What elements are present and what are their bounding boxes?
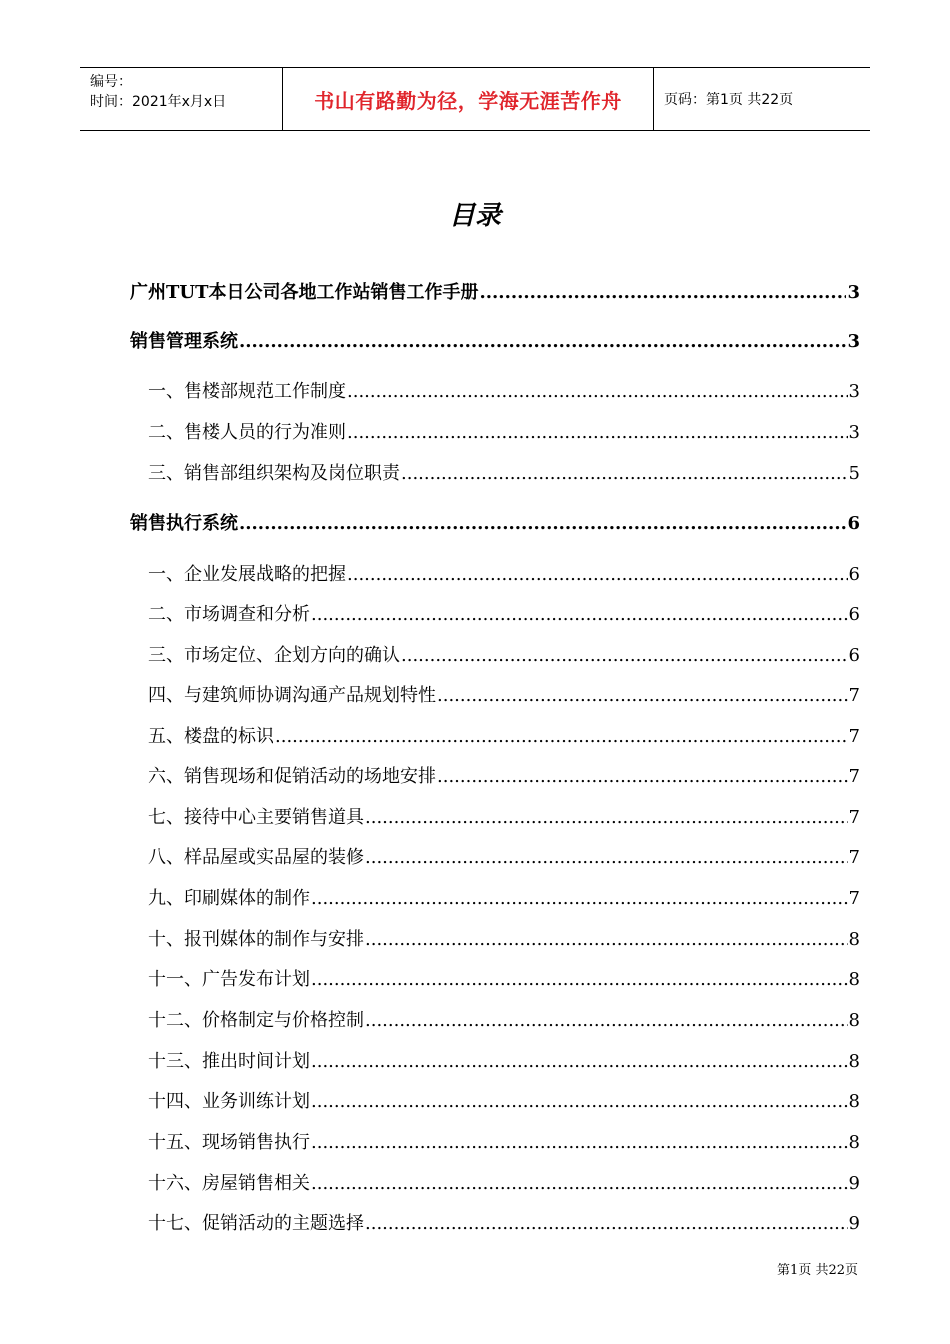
toc-entry-title: 五、楼盘的标识 [148, 726, 274, 747]
toc-entry[interactable] [130, 459, 860, 485]
toc-leader-dots [311, 1132, 848, 1153]
toc-entry-title: 广州TUT本日公司各地工作站销售工作手册 [130, 282, 479, 303]
toc-entry-page: 3 [847, 282, 860, 303]
toc-entry[interactable] [130, 925, 860, 951]
footer-page-info: 第1页 共22页 [777, 1263, 858, 1278]
toc-leader-dots [347, 564, 848, 585]
toc-leader-dots [311, 604, 848, 625]
toc-entry-title: 三、市场定位、企划方向的确认 [148, 645, 400, 666]
toc-entry[interactable] [130, 418, 860, 444]
toc-entry-page: 7 [848, 726, 860, 747]
toc-entry-page: 7 [848, 685, 860, 706]
toc-entry-title: 十七、促销活动的主题选择 [148, 1213, 364, 1234]
toc-leader-dots [365, 847, 848, 868]
page-header [80, 67, 870, 131]
toc-entry-page: 5 [848, 463, 860, 484]
toc-entry-title: 销售执行系统 [130, 513, 238, 534]
toc-entry[interactable] [130, 278, 860, 304]
toc-entry[interactable] [130, 560, 860, 586]
toc-entry[interactable] [130, 1169, 860, 1195]
toc-entry-title: 二、市场调查和分析 [148, 604, 310, 625]
toc-entry[interactable] [130, 965, 860, 991]
toc-leader-dots [311, 888, 848, 909]
toc-entry[interactable] [130, 1209, 860, 1235]
toc-entry[interactable] [130, 1128, 860, 1154]
toc-entry-title: 四、与建筑师协调沟通产品规划特性 [148, 685, 436, 706]
toc-entry-page: 7 [848, 847, 860, 868]
toc-entry-title: 二、售楼人员的行为准则 [148, 422, 346, 443]
toc-entry[interactable] [130, 722, 860, 748]
toc-entry-title: 九、印刷媒体的制作 [148, 888, 310, 909]
toc-entry-page: 9 [848, 1213, 860, 1234]
number-label: 编号： [90, 74, 132, 90]
toc-leader-dots [365, 1010, 848, 1031]
toc-entry[interactable] [130, 1087, 860, 1113]
toc-entry-page: 8 [848, 929, 860, 950]
toc-entry-title: 一、企业发展战略的把握 [148, 564, 346, 585]
toc-entry-title: 十二、价格制定与价格控制 [148, 1010, 364, 1031]
toc-entry[interactable] [130, 509, 860, 535]
toc-entry-page: 8 [848, 1132, 860, 1153]
toc-leader-dots [311, 969, 848, 990]
toc-leader-dots [437, 766, 848, 787]
toc-entry-page: 8 [848, 1010, 860, 1031]
toc-entry[interactable] [130, 377, 860, 403]
toc-entry-page: 8 [848, 1051, 860, 1072]
toc-entry-title: 十三、推出时间计划 [148, 1051, 310, 1072]
toc-title: 目录 [448, 201, 501, 231]
toc-entry-page: 6 [848, 604, 860, 625]
toc-entry-page: 6 [848, 564, 860, 585]
toc-leader-dots [365, 1213, 848, 1234]
toc-entry-page: 8 [848, 1091, 860, 1112]
toc-leader-dots [275, 726, 848, 747]
header-meta [80, 68, 282, 130]
toc-entry-page: 3 [848, 422, 860, 443]
toc-leader-dots [239, 331, 846, 352]
toc-entry[interactable] [130, 762, 860, 788]
toc-entry-title: 销售管理系统 [130, 331, 238, 352]
toc-leader-dots [347, 381, 848, 402]
toc-entry-title: 六、销售现场和促销活动的场地安排 [148, 766, 436, 787]
toc-entry-page: 8 [848, 969, 860, 990]
toc-entry-title: 十、报刊媒体的制作与安排 [148, 929, 364, 950]
toc-entry-title: 十六、房屋销售相关 [148, 1173, 310, 1194]
toc-entry-title: 十四、业务训练计划 [148, 1091, 310, 1112]
toc-entry[interactable] [130, 884, 860, 910]
toc-entry-page: 7 [848, 766, 860, 787]
toc-leader-dots [401, 645, 848, 666]
toc-entry-title: 十五、现场销售执行 [148, 1132, 310, 1153]
toc-leader-dots [311, 1051, 848, 1072]
toc-entry-page: 6 [848, 645, 860, 666]
toc-entry[interactable] [130, 1047, 860, 1073]
toc-entry-page: 6 [847, 513, 860, 534]
toc-entry[interactable] [130, 1006, 860, 1032]
header-motto: 书山有路勤为径，学海无涯苦作舟 [282, 68, 654, 130]
toc-entry-title: 十一、广告发布计划 [148, 969, 310, 990]
toc-entry-page: 3 [848, 381, 860, 402]
toc-leader-dots [239, 513, 846, 534]
time-label: 时间：2021年x月x日 [90, 94, 227, 110]
toc-entry-page: 7 [848, 807, 860, 828]
toc-entry[interactable] [130, 327, 860, 353]
toc-entry-title: 一、售楼部规范工作制度 [148, 381, 346, 402]
toc-leader-dots [365, 807, 848, 828]
toc-entry[interactable] [130, 681, 860, 707]
toc-leader-dots [437, 685, 848, 706]
toc-leader-dots [480, 282, 847, 303]
toc-entry[interactable] [130, 600, 860, 626]
toc-leader-dots [311, 1091, 848, 1112]
toc-leader-dots [347, 422, 848, 443]
toc-entry[interactable] [130, 803, 860, 829]
toc-leader-dots [401, 463, 848, 484]
toc-entry-title: 八、样品屋或实品屋的装修 [148, 847, 364, 868]
toc-leader-dots [365, 929, 848, 950]
header-page-info: 页码：第1页 共22页 [664, 92, 794, 108]
toc-entry[interactable] [130, 641, 860, 667]
toc-leader-dots [311, 1173, 848, 1194]
toc-entry-title: 七、接待中心主要销售道具 [148, 807, 364, 828]
toc-entry-page: 3 [847, 331, 860, 352]
toc-entry-title: 三、销售部组织架构及岗位职责 [148, 463, 400, 484]
toc-entry-page: 9 [848, 1173, 860, 1194]
toc-entry[interactable] [130, 843, 860, 869]
toc-entry-page: 7 [848, 888, 860, 909]
